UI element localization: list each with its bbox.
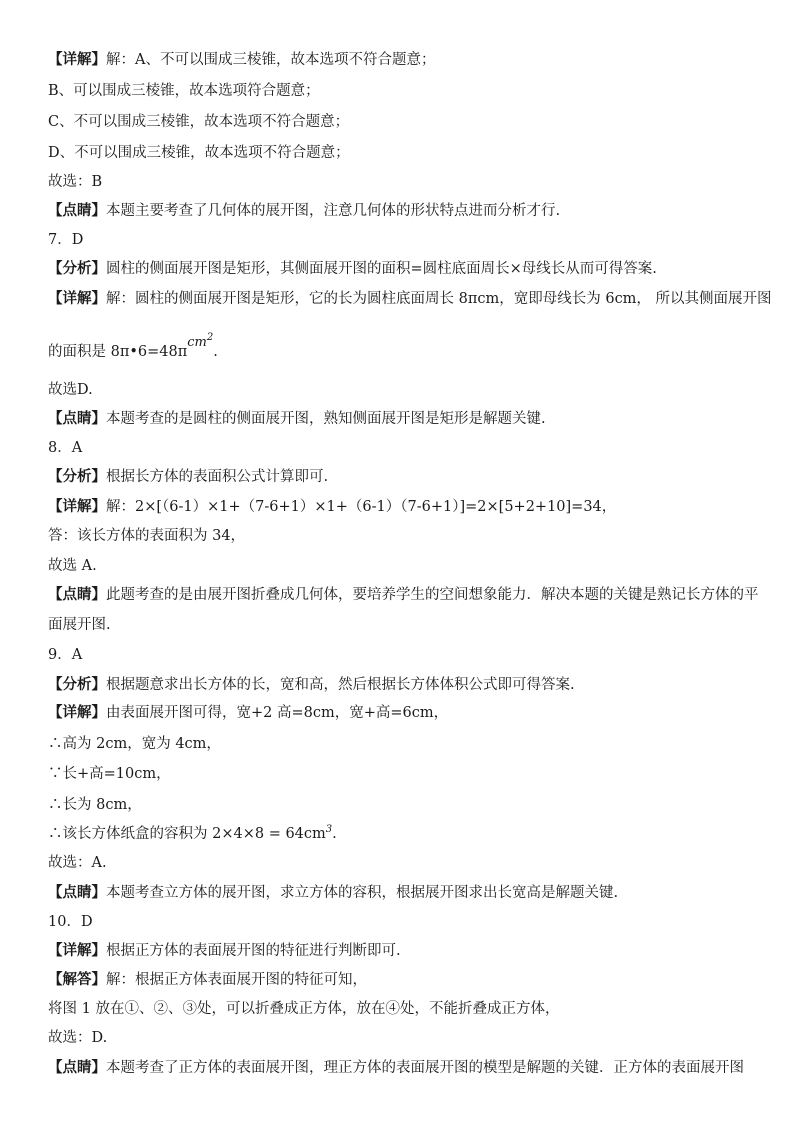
text-line <box>48 112 349 132</box>
line-text: C、不可以围成三棱锥，故本选项不符合题意； <box>48 114 350 130</box>
text-line <box>48 764 171 784</box>
line-text: 本题主要考查了几何体的展开图，注意几何体的形状特点进而分析才行. <box>106 203 561 219</box>
section-tag: 【分析】 <box>48 677 106 693</box>
text-line <box>48 143 350 163</box>
line-text: 根据正方体的表面展开图的特征进行判断即可. <box>106 943 401 959</box>
section-tag: 【详解】 <box>48 499 106 515</box>
line-text: 9．A <box>48 647 83 663</box>
line-text: 答：该长方体的表面积为 34， <box>48 528 246 544</box>
line-text: 本题考查立方体的展开图，求立方体的容积，根据展开图求出长宽高是解题关键. <box>106 885 619 901</box>
text-line <box>48 289 772 309</box>
text-line <box>48 795 142 815</box>
text-line <box>48 332 218 364</box>
line-end: . <box>213 344 218 360</box>
line-text: 的面积是 8π•6=48π <box>48 344 188 360</box>
text-line <box>48 999 559 1019</box>
text-line <box>48 734 221 754</box>
line-text: B、可以围成三棱锥，故本选项符合题意； <box>48 83 320 99</box>
text-line <box>48 50 435 70</box>
text-line <box>48 201 560 221</box>
text-line <box>48 970 367 990</box>
line-text: 圆柱的侧面展开图是矩形，其侧面展开图的面积=圆柱底面周长×母线长从而可得答案. <box>106 261 657 277</box>
question-number <box>48 645 82 665</box>
text-line <box>48 615 111 635</box>
line-end: . <box>332 826 337 842</box>
section-tag: 【详解】 <box>48 705 106 721</box>
text-line <box>48 853 107 873</box>
line-text: 故选：D. <box>48 1030 108 1046</box>
line-text: 本题考查的是圆柱的侧面展开图，熟知侧面展开图是矩形是解题关键. <box>106 411 546 427</box>
text-line <box>48 883 618 903</box>
text-line <box>48 467 328 487</box>
line-text: 解：A、不可以围成三棱锥，故本选项不符合题意； <box>106 52 436 68</box>
text-line <box>48 585 759 605</box>
text-line <box>48 526 245 546</box>
text-line <box>48 172 102 192</box>
text-line <box>48 556 97 576</box>
line-text: D、不可以围成三棱锥，故本选项不符合题意； <box>48 145 350 161</box>
question-number <box>48 912 93 932</box>
line-text: 此题考查的是由展开图折叠成几何体，要培养学生的空间想象能力．解决本题的关键是熟记长方体的平 <box>106 587 759 603</box>
line-text: 10．D <box>48 914 93 930</box>
line-text: ∵长+高=10cm， <box>48 766 171 782</box>
text-line <box>48 824 337 846</box>
line-text: 故选D. <box>48 382 93 398</box>
section-tag: 【详解】 <box>48 52 106 68</box>
line-text: 8．A <box>48 440 83 456</box>
line-text: 解：根据正方体表面展开图的特征可知， <box>106 972 367 988</box>
line-text: ∴长为 8cm， <box>48 797 142 813</box>
section-tag: 【详解】 <box>48 291 106 307</box>
question-number <box>48 230 83 250</box>
line-text: 将图 1 放在①、②、③处，可以折叠成正方体，放在④处，不能折叠成正方体， <box>48 1001 560 1017</box>
text-line <box>48 497 616 517</box>
text-line <box>48 81 320 101</box>
text-line <box>48 1028 107 1048</box>
section-tag: 【分析】 <box>48 261 106 277</box>
line-text: 本题考查了正方体的表面展开图，理正方体的表面展开图的模型是解题的关键．正方体的表面展开图 <box>106 1060 744 1076</box>
text-line <box>48 380 93 400</box>
section-tag: 【点睛】 <box>48 203 106 219</box>
superscript: 2 <box>206 332 214 343</box>
text-line <box>48 703 448 723</box>
line-text: 根据长方体的表面积公式计算即可. <box>106 469 329 485</box>
line-text: 由表面展开图可得，宽+2 高=8cm，宽+高=6cm， <box>106 705 449 721</box>
line-text: 故选 A. <box>48 558 97 574</box>
superscript: 3 <box>325 824 333 835</box>
line-text: 解：2×[（6-1）×1+（7-6+1）×1+（6-1）（7-6+1）]=2×[5+2+10]=34， <box>106 499 617 515</box>
text-line <box>48 675 575 695</box>
text-line <box>48 1058 744 1078</box>
text-line <box>48 259 657 279</box>
section-tag: 【详解】 <box>48 943 106 959</box>
section-tag: 【点睛】 <box>48 1060 106 1076</box>
section-tag: 【分析】 <box>48 469 106 485</box>
line-text: 解：圆柱的侧面展开图是矩形，它的长为圆柱底面周长 8πcm，宽即母线长为 6cm， 所以其侧面展开图 <box>106 291 772 307</box>
text-line <box>48 941 401 961</box>
line-text: ∴高为 2cm，宽为 4cm， <box>48 736 221 752</box>
unit-text: cm <box>187 335 207 350</box>
section-tag: 【点睛】 <box>48 411 106 427</box>
line-text: 面展开图. <box>48 617 111 633</box>
section-tag: 【点睛】 <box>48 587 106 603</box>
section-tag: 【点睛】 <box>48 885 106 901</box>
line-text: 7．D <box>48 232 84 248</box>
question-number <box>48 438 82 458</box>
line-text: 故选：A. <box>48 855 107 871</box>
text-line <box>48 409 546 429</box>
line-text: 故选：B <box>48 174 103 190</box>
line-text: ∴该长方体纸盒的容积为 2×4×8 = 64cm <box>48 826 326 842</box>
line-text: 根据题意求出长方体的长，宽和高，然后根据长方体体积公式即可得答案. <box>106 677 575 693</box>
section-tag: 【解答】 <box>48 972 106 988</box>
